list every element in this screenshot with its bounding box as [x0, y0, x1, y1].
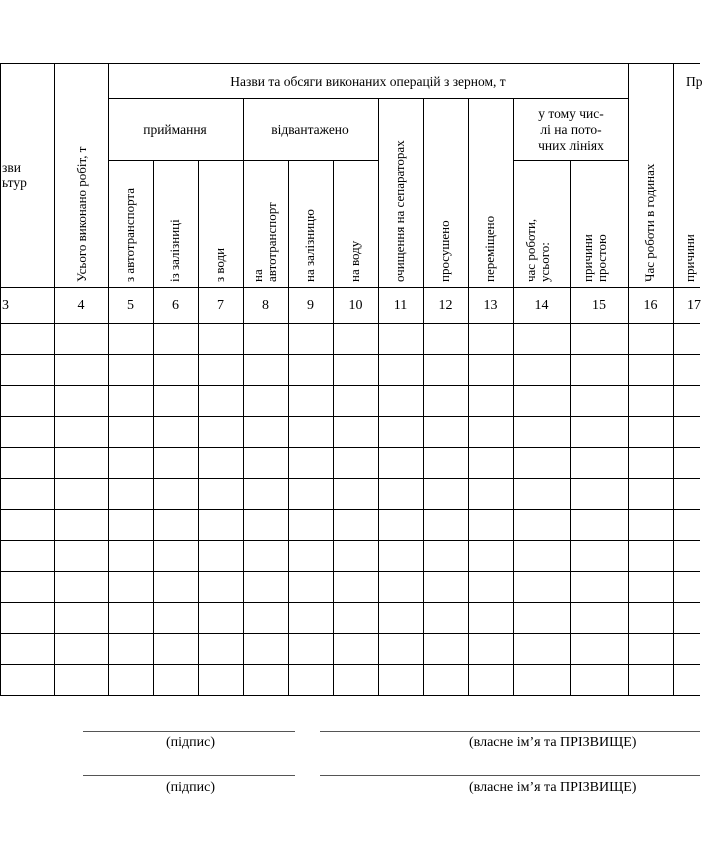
header-production-lines-group: у тому чис- лі на пото- чних лініях	[538, 105, 604, 153]
header-operations-group: Назви та обсяги виконаних операцій з зерном, т	[230, 73, 506, 89]
table-row	[0, 603, 700, 633]
column-number: 11	[393, 298, 408, 313]
header-from-motor-transport: з автотранспорта	[122, 187, 137, 282]
table-row	[0, 386, 700, 416]
column-number: 12	[438, 298, 453, 313]
header-from-railway: із залізниці	[167, 219, 182, 282]
header-to-railway: на залізницю	[302, 209, 317, 282]
table-row	[0, 448, 700, 478]
row-border	[0, 695, 700, 696]
column-number: 5	[127, 298, 134, 313]
column-number: 15	[592, 298, 606, 313]
header-col17-reasons: причини	[682, 234, 697, 282]
header-dried: просушено	[437, 220, 452, 282]
table-row	[0, 417, 700, 447]
header-crop-names: зви ьтур	[2, 160, 27, 190]
header-work-hours: Час роботи в годинах	[642, 163, 657, 282]
name-caption-1: (власне ім’я та ПРІЗВИЩЕ)	[469, 735, 637, 750]
column-number: 16	[643, 298, 658, 313]
signature-caption-1: (підпис)	[166, 735, 216, 750]
column-number: 14	[534, 298, 549, 313]
table-row	[0, 479, 700, 509]
column-number: 4	[77, 298, 85, 313]
name-caption-2: (власне ім’я та ПРІЗВИЩЕ)	[469, 780, 637, 795]
table-row	[0, 324, 700, 354]
header-shipped-group: відвантажено	[271, 122, 349, 137]
name-line-2	[320, 775, 700, 776]
header-downtime-reasons: причини простою	[580, 234, 609, 282]
header-work-time-total: час роботи, усього:	[523, 218, 552, 282]
header-moved: переміщено	[482, 215, 497, 282]
header-to-motor-transport: на автотранспорт	[250, 202, 279, 282]
column-number: 7	[217, 298, 224, 313]
column-number: 3	[2, 298, 9, 313]
column-number: 17	[687, 298, 701, 313]
column-number: 8	[262, 298, 269, 313]
table-row	[0, 634, 700, 664]
name-line-1	[320, 731, 700, 732]
header-receiving-group: приймання	[143, 122, 207, 137]
signature-line-2	[83, 775, 295, 776]
table-row	[0, 572, 700, 602]
signature-line-1	[83, 731, 295, 732]
column-number: 13	[483, 298, 498, 313]
signature-caption-2: (підпис)	[166, 780, 216, 795]
table-row	[0, 665, 700, 695]
header-to-water: на воду	[347, 240, 362, 282]
column-number: 9	[307, 298, 314, 313]
table-row	[0, 510, 700, 540]
column-number: 6	[172, 298, 179, 313]
table-row	[0, 541, 700, 571]
column-number: 10	[348, 298, 363, 313]
header-col17-top: Пр	[686, 73, 703, 89]
header-total-work: Усього виконано робіт, т	[74, 146, 89, 282]
header-from-water: з води	[212, 247, 227, 282]
table-row	[0, 355, 700, 385]
header-separator-cleaning: очищення на сепараторах	[392, 140, 407, 282]
